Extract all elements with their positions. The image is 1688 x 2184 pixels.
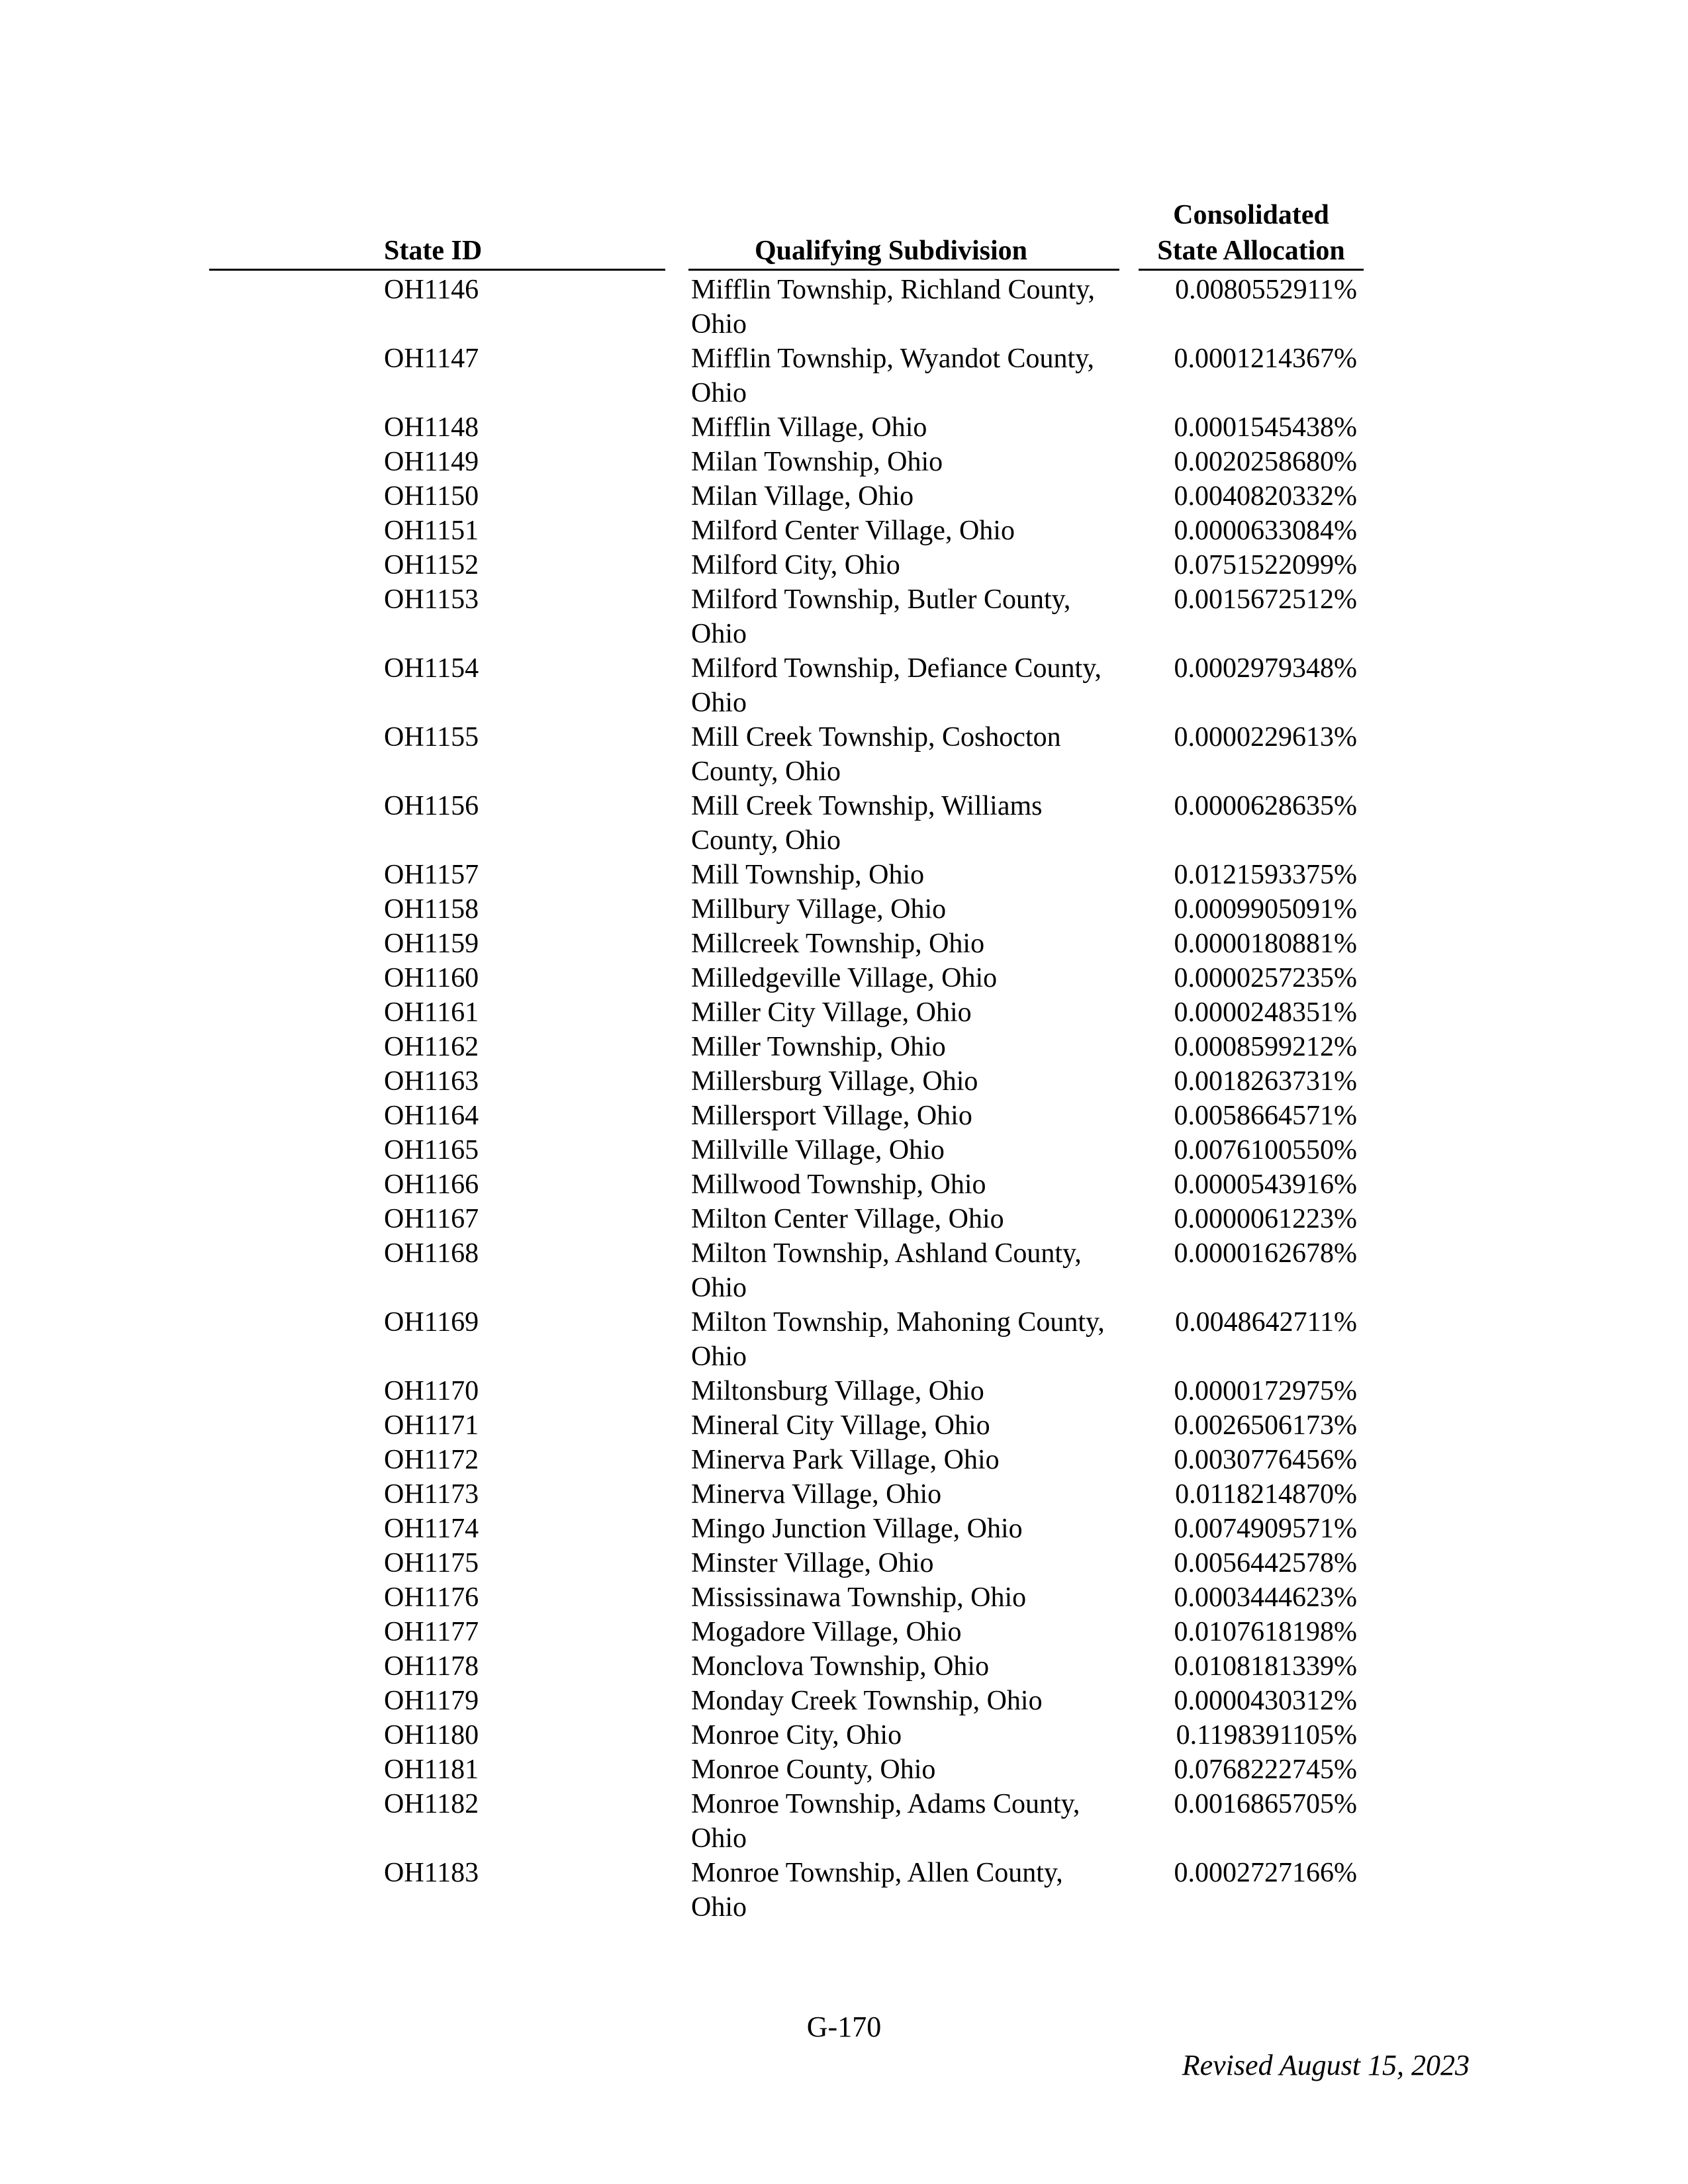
state-id-cell: OH1175 bbox=[384, 1548, 479, 1578]
allocation-cell: 0.0048642711% bbox=[1175, 1307, 1357, 1338]
state-id-cell: OH1164 bbox=[384, 1101, 479, 1131]
subdivision-cell: Miller Township, Ohio bbox=[691, 1032, 946, 1062]
table-row bbox=[0, 1477, 1688, 1512]
subdivision-cell: Mifflin Village, Ohio bbox=[691, 412, 927, 443]
table-row bbox=[0, 1064, 1688, 1099]
state-id-cell: OH1166 bbox=[384, 1169, 479, 1200]
table-row bbox=[0, 927, 1688, 961]
table-row bbox=[0, 651, 1688, 720]
state-id-cell: OH1153 bbox=[384, 584, 479, 615]
state-id-cell: OH1165 bbox=[384, 1135, 479, 1165]
allocation-cell: 0.0118214870% bbox=[1175, 1479, 1357, 1510]
table-row bbox=[0, 1030, 1688, 1064]
state-id-cell: OH1149 bbox=[384, 447, 479, 477]
state-id-cell: OH1147 bbox=[384, 343, 479, 374]
subdivision-cell: Millersburg Village, Ohio bbox=[691, 1066, 978, 1097]
allocation-cell: 0.0008599212% bbox=[1174, 1032, 1357, 1062]
header-allocation-line-2: State Allocation bbox=[1157, 236, 1345, 266]
allocation-cell: 0.1198391105% bbox=[1176, 1720, 1357, 1751]
table-row bbox=[0, 1615, 1688, 1649]
table-row bbox=[0, 1167, 1688, 1202]
state-id-cell: OH1177 bbox=[384, 1617, 479, 1647]
state-id-cell: OH1169 bbox=[384, 1307, 479, 1338]
allocation-cell: 0.0076100550% bbox=[1174, 1135, 1357, 1165]
allocation-cell: 0.0000172975% bbox=[1174, 1376, 1357, 1406]
table-row bbox=[0, 445, 1688, 479]
allocation-cell: 0.0000430312% bbox=[1174, 1686, 1357, 1716]
table-row bbox=[0, 1408, 1688, 1443]
subdivision-cell: Monroe County, Ohio bbox=[691, 1754, 936, 1785]
subdivision-cell: Monroe Township, Allen County, Ohio bbox=[691, 1858, 1063, 1923]
allocation-cell: 0.0040820332% bbox=[1174, 481, 1357, 512]
subdivision-cell: Milton Center Village, Ohio bbox=[691, 1204, 1004, 1234]
allocation-cell: 0.0026506173% bbox=[1174, 1410, 1357, 1441]
state-id-cell: OH1180 bbox=[384, 1720, 479, 1751]
table-row bbox=[0, 1443, 1688, 1477]
table-row bbox=[0, 1305, 1688, 1374]
allocation-cell: 0.0000162678% bbox=[1174, 1238, 1357, 1269]
table-row bbox=[0, 1752, 1688, 1787]
subdivision-cell: Milton Township, Ashland County, Ohio bbox=[691, 1238, 1082, 1303]
subdivision-cell: Minerva Village, Ohio bbox=[691, 1479, 942, 1510]
subdivision-cell: Milledgeville Village, Ohio bbox=[691, 963, 998, 993]
subdivision-cell: Mineral City Village, Ohio bbox=[691, 1410, 990, 1441]
allocation-cell: 0.0003444623% bbox=[1174, 1582, 1357, 1613]
allocation-cell: 0.0121593375% bbox=[1174, 860, 1357, 890]
table-row bbox=[0, 1580, 1688, 1615]
state-id-cell: OH1181 bbox=[384, 1754, 479, 1785]
header-state-id: State ID bbox=[384, 236, 483, 266]
subdivision-cell: Mingo Junction Village, Ohio bbox=[691, 1514, 1023, 1544]
allocation-cell: 0.0000248351% bbox=[1174, 997, 1357, 1028]
state-id-cell: OH1146 bbox=[384, 275, 479, 305]
header-rule-subdivision bbox=[688, 269, 1119, 271]
subdivision-cell: Millville Village, Ohio bbox=[691, 1135, 945, 1165]
page-number: G-170 bbox=[806, 2011, 882, 2043]
allocation-cell: 0.0107618198% bbox=[1174, 1617, 1357, 1647]
subdivision-cell: Milan Village, Ohio bbox=[691, 481, 914, 512]
allocation-cell: 0.0074909571% bbox=[1174, 1514, 1357, 1544]
state-id-cell: OH1167 bbox=[384, 1204, 479, 1234]
state-id-cell: OH1176 bbox=[384, 1582, 479, 1613]
table-row bbox=[0, 1787, 1688, 1856]
subdivision-cell: Millersport Village, Ohio bbox=[691, 1101, 972, 1131]
table-row bbox=[0, 1374, 1688, 1408]
table-row bbox=[0, 1512, 1688, 1546]
allocation-cell: 0.0000229613% bbox=[1174, 722, 1357, 752]
table-row bbox=[0, 858, 1688, 892]
state-id-cell: OH1173 bbox=[384, 1479, 479, 1510]
table-row bbox=[0, 341, 1688, 410]
table-row bbox=[0, 1718, 1688, 1752]
state-id-cell: OH1161 bbox=[384, 997, 479, 1028]
header-rule-state-id bbox=[209, 269, 665, 271]
subdivision-cell: Milford Township, Butler County, Ohio bbox=[691, 584, 1071, 649]
state-id-cell: OH1178 bbox=[384, 1651, 479, 1682]
allocation-cell: 0.0000257235% bbox=[1174, 963, 1357, 993]
subdivision-cell: Mifflin Township, Richland County, Ohio bbox=[691, 275, 1095, 340]
allocation-cell: 0.0020258680% bbox=[1174, 447, 1357, 477]
table-row bbox=[0, 548, 1688, 582]
subdivision-cell: Miltonsburg Village, Ohio bbox=[691, 1376, 984, 1406]
header-allocation-line-1: Consolidated bbox=[1173, 200, 1329, 230]
state-id-cell: OH1172 bbox=[384, 1445, 479, 1475]
state-id-cell: OH1155 bbox=[384, 722, 479, 752]
table-row bbox=[0, 1856, 1688, 1925]
table-row bbox=[0, 1546, 1688, 1580]
allocation-cell: 0.0001214367% bbox=[1174, 343, 1357, 374]
state-id-cell: OH1162 bbox=[384, 1032, 479, 1062]
state-id-cell: OH1158 bbox=[384, 894, 479, 925]
subdivision-cell: Mill Creek Township, Williams County, Ohio bbox=[691, 791, 1043, 856]
table-row bbox=[0, 1099, 1688, 1133]
table-row bbox=[0, 1133, 1688, 1167]
state-id-cell: OH1160 bbox=[384, 963, 479, 993]
subdivision-cell: Monroe City, Ohio bbox=[691, 1720, 902, 1751]
table-row bbox=[0, 1684, 1688, 1718]
state-id-cell: OH1174 bbox=[384, 1514, 479, 1544]
allocation-cell: 0.0001545438% bbox=[1174, 412, 1357, 443]
subdivision-cell: Mogadore Village, Ohio bbox=[691, 1617, 962, 1647]
state-id-cell: OH1152 bbox=[384, 550, 479, 580]
allocation-table-body bbox=[0, 273, 1688, 1925]
allocation-cell: 0.0018263731% bbox=[1174, 1066, 1357, 1097]
header-consolidated-state-allocation bbox=[1139, 197, 1364, 269]
subdivision-cell: Minerva Park Village, Ohio bbox=[691, 1445, 1000, 1475]
state-id-cell: OH1163 bbox=[384, 1066, 479, 1097]
table-row bbox=[0, 1202, 1688, 1236]
allocation-cell: 0.0000543916% bbox=[1174, 1169, 1357, 1200]
allocation-cell: 0.0002979348% bbox=[1174, 653, 1357, 684]
subdivision-cell: Monday Creek Township, Ohio bbox=[691, 1686, 1043, 1716]
table-row bbox=[0, 1236, 1688, 1305]
allocation-cell: 0.0080552911% bbox=[1175, 275, 1357, 305]
state-id-cell: OH1171 bbox=[384, 1410, 479, 1441]
header-qualifying-subdivision: Qualifying Subdivision bbox=[755, 236, 1028, 266]
subdivision-cell: Minster Village, Ohio bbox=[691, 1548, 934, 1578]
table-row bbox=[0, 273, 1688, 341]
table-row bbox=[0, 961, 1688, 995]
allocation-cell: 0.0015672512% bbox=[1174, 584, 1357, 615]
table-row bbox=[0, 995, 1688, 1030]
table-row bbox=[0, 1649, 1688, 1684]
subdivision-cell: Monroe Township, Adams County, Ohio bbox=[691, 1789, 1080, 1854]
allocation-cell: 0.0009905091% bbox=[1174, 894, 1357, 925]
table-row bbox=[0, 479, 1688, 514]
subdivision-cell: Millbury Village, Ohio bbox=[691, 894, 947, 925]
allocation-cell: 0.0108181339% bbox=[1174, 1651, 1357, 1682]
allocation-cell: 0.0016865705% bbox=[1174, 1789, 1357, 1819]
state-id-cell: OH1151 bbox=[384, 516, 479, 546]
subdivision-cell: Monclova Township, Ohio bbox=[691, 1651, 990, 1682]
state-id-cell: OH1168 bbox=[384, 1238, 479, 1269]
header-rule-allocation bbox=[1139, 269, 1364, 271]
subdivision-cell: Milton Township, Mahoning County, Ohio bbox=[691, 1307, 1105, 1372]
state-id-cell: OH1182 bbox=[384, 1789, 479, 1819]
allocation-cell: 0.0058664571% bbox=[1174, 1101, 1357, 1131]
state-id-cell: OH1154 bbox=[384, 653, 479, 684]
allocation-cell: 0.0768222745% bbox=[1174, 1754, 1357, 1785]
state-id-cell: OH1148 bbox=[384, 412, 479, 443]
revision-date: Revised August 15, 2023 bbox=[1182, 2049, 1470, 2081]
allocation-cell: 0.0751522099% bbox=[1174, 550, 1357, 580]
subdivision-cell: Mississinawa Township, Ohio bbox=[691, 1582, 1027, 1613]
table-row bbox=[0, 582, 1688, 651]
state-id-cell: OH1157 bbox=[384, 860, 479, 890]
allocation-cell: 0.0002727166% bbox=[1174, 1858, 1357, 1888]
subdivision-cell: Millwood Township, Ohio bbox=[691, 1169, 986, 1200]
state-id-cell: OH1156 bbox=[384, 791, 479, 821]
subdivision-cell: Milford City, Ohio bbox=[691, 550, 900, 580]
allocation-cell: 0.0000061223% bbox=[1174, 1204, 1357, 1234]
table-row bbox=[0, 892, 1688, 927]
allocation-cell: 0.0000633084% bbox=[1174, 516, 1357, 546]
allocation-cell: 0.0030776456% bbox=[1174, 1445, 1357, 1475]
state-id-cell: OH1150 bbox=[384, 481, 479, 512]
subdivision-cell: Millcreek Township, Ohio bbox=[691, 929, 985, 959]
subdivision-cell: Mill Creek Township, Coshocton County, Ohio bbox=[691, 722, 1061, 787]
state-id-cell: OH1183 bbox=[384, 1858, 479, 1888]
subdivision-cell: Mifflin Township, Wyandot County, Ohio bbox=[691, 343, 1094, 408]
state-id-cell: OH1179 bbox=[384, 1686, 479, 1716]
table-row bbox=[0, 789, 1688, 858]
allocation-cell: 0.0000180881% bbox=[1174, 929, 1357, 959]
subdivision-cell: Milford Center Village, Ohio bbox=[691, 516, 1015, 546]
subdivision-cell: Mill Township, Ohio bbox=[691, 860, 925, 890]
table-row bbox=[0, 410, 1688, 445]
subdivision-cell: Milan Township, Ohio bbox=[691, 447, 943, 477]
subdivision-cell: Miller City Village, Ohio bbox=[691, 997, 972, 1028]
allocation-cell: 0.0056442578% bbox=[1174, 1548, 1357, 1578]
table-row bbox=[0, 514, 1688, 548]
allocation-cell: 0.0000628635% bbox=[1174, 791, 1357, 821]
table-row bbox=[0, 720, 1688, 789]
state-id-cell: OH1159 bbox=[384, 929, 479, 959]
state-id-cell: OH1170 bbox=[384, 1376, 479, 1406]
subdivision-cell: Milford Township, Defiance County, Ohio bbox=[691, 653, 1102, 718]
